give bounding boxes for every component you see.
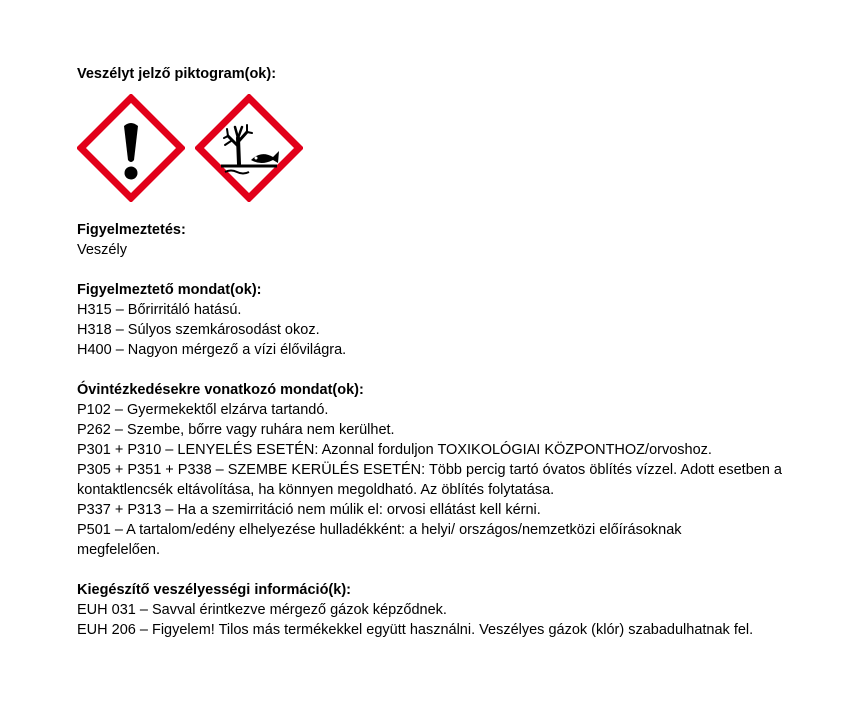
precautionary-statement: P102 – Gyermekektől elzárva tartandó. (77, 402, 329, 418)
supplementary-info-section (77, 580, 817, 640)
pictograms-section (77, 64, 817, 202)
precautionary-statement: P305 + P351 + P338 – SZEMBE KERÜLÉS ESETÉN: Több percig tartó óvatos öblítés vízzel. Adott esetben a kontaktlencsék eltávolítása, ha könnyen megoldható. Az öblítés folytatása. (77, 462, 782, 498)
signal-word-value: Veszély (77, 242, 127, 258)
precautionary-statement: P337 + P313 – Ha a szemirritáció nem múlik el: orvosi ellátást kell kérni. (77, 502, 541, 518)
signal-word-section (77, 220, 817, 260)
precautionary-statement: P501 – A tartalom/edény elhelyezése hulladékként: a helyi/ országos/nemzetközi előírásoknak megfelelően. (77, 522, 682, 558)
document-body (77, 64, 817, 660)
precautionary-statement: P262 – Szembe, bőrre vagy ruhára nem kerülhet. (77, 422, 395, 438)
precautionary-statement: P301 + P310 – LENYELÉS ESETÉN: Azonnal forduljon TOXIKOLÓGIAI KÖZPONTHOZ/orvoshoz. (77, 442, 712, 458)
pictogram-row (77, 94, 817, 202)
signal-word-heading: Figyelmeztetés: (77, 222, 186, 238)
hazard-statements-section (77, 280, 817, 360)
environment-hazard-icon (195, 94, 303, 202)
precautionary-statements-section (77, 380, 817, 560)
hazard-statement: H400 – Nagyon mérgező a vízi élővilágra. (77, 342, 347, 358)
pictograms-heading: Veszélyt jelző piktogram(ok): (77, 66, 277, 82)
precautionary-statements-heading: Óvintézkedésekre vonatkozó mondat(ok): (77, 382, 364, 398)
exclamation-mark-icon (77, 94, 185, 202)
supplementary-statement: EUH 206 – Figyelem! Tilos más termékekkel együtt használni. Veszélyes gázok (klór) szabadulhatnak fel. (77, 622, 754, 638)
hazard-statement: H318 – Súlyos szemkárosodást okoz. (77, 322, 320, 338)
hazard-statement: H315 – Bőrirritáló hatású. (77, 302, 242, 318)
supplementary-info-heading: Kiegészítő veszélyességi információ(k): (77, 582, 351, 598)
hazard-statements-heading: Figyelmeztető mondat(ok): (77, 282, 262, 298)
supplementary-statement: EUH 031 – Savval érintkezve mérgező gázok képződnek. (77, 602, 447, 618)
